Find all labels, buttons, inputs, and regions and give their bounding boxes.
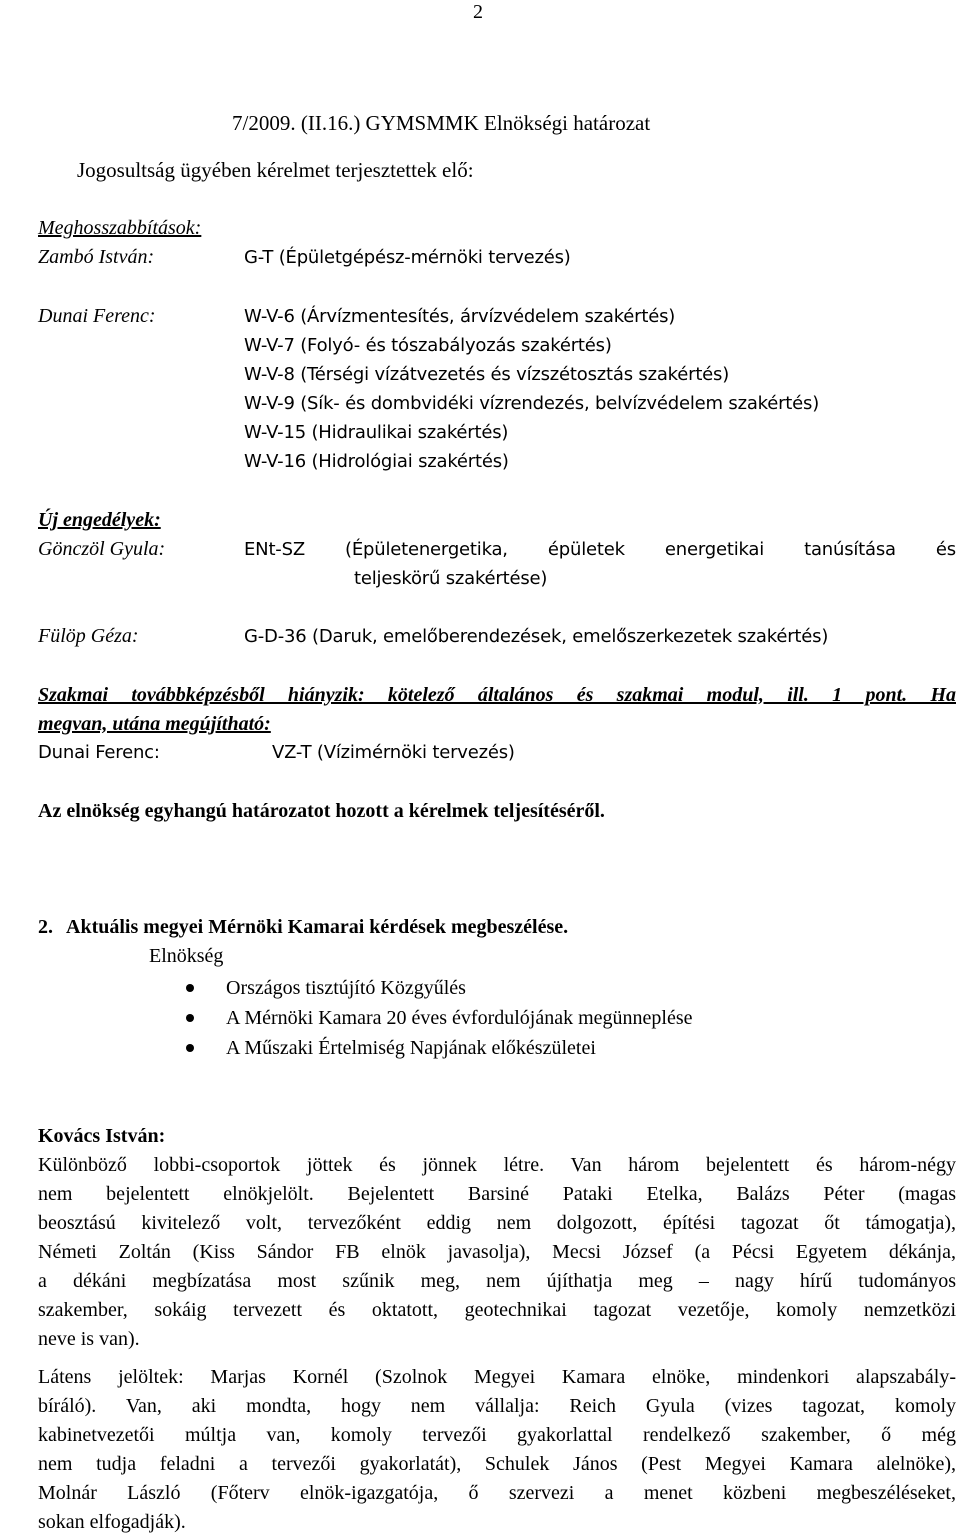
bullet-item: A Műszaki Értelmiség Napjának előkészületei [226, 1037, 596, 1059]
page-number: 2 [473, 1, 483, 23]
permit-item: G-T (Épületgépész-mérnöki tervezés) [244, 247, 571, 268]
applicant-name: Fülöp Géza: [38, 625, 139, 647]
extensions-title: Meghosszabbítások: [38, 217, 202, 239]
paragraph-line: a dékáni megbízatása most szűnik meg, nem újíthatja meg – nagy hírű tudományos [38, 1270, 956, 1292]
paragraph-latent-candidates [38, 1363, 956, 1537]
section-subtitle: Elnökség [149, 945, 224, 967]
new-permits-title: Új engedélyek: [38, 509, 161, 531]
permit-item: G-D-36 (Daruk, emelőberendezések, emelőszerkezetek szakértés) [244, 626, 829, 647]
paragraph-line: nem bejelentett elnökjelölt. Bejelentett Barsiné Pataki Etelka, Balázs Péter (magas [38, 1183, 956, 1205]
applicant-name: Dunai Ferenc: [38, 742, 160, 763]
paragraph-line: Molnár László (Főterv elnök-igazgatója, ő szervezi a menet közbeni megbeszéléseket, [38, 1482, 956, 1504]
permit-item: W-V-6 (Árvízmentesítés, árvízvédelem szakértés) [244, 306, 676, 327]
section-number: 2. [38, 916, 53, 938]
speaker-name: Kovács István: [38, 1125, 166, 1147]
bullet-item: Országos tisztújító Közgyűlés [226, 977, 466, 999]
permit-item: W-V-8 (Térségi vízátvezetés és vízszétosztás szakértés) [244, 364, 730, 385]
bullet-icon [186, 984, 194, 992]
permit-item: VZ-T (Vízimérnöki tervezés) [272, 742, 515, 763]
missing-training-note-continued: megvan, utána megújítható: [38, 713, 271, 735]
bullet-icon [186, 1044, 194, 1052]
applicant-name: Zambó István: [38, 246, 155, 268]
permit-item: W-V-9 (Sík- és dombvidéki vízrendezés, belvízvédelem szakértés) [244, 393, 820, 414]
applicant-name: Dunai Ferenc: [38, 305, 156, 327]
paragraph-line: neve is van). [38, 1328, 140, 1350]
paragraph-line: szakember, sokáig tervezett és oktatott, geotechnikai tagozat vezetője, komoly nemzetközi [38, 1299, 956, 1321]
paragraph-line: Különböző lobbi-csoportok jöttek és jönnek létre. Van három bejelentett és három-négy [38, 1154, 956, 1176]
paragraph-line: bíráló). Van, aki mondta, hogy nem vállalja: Reich Gyula (vizes tagozat, komoly [38, 1395, 956, 1417]
permit-item: W-V-15 (Hidraulikai szakértés) [244, 422, 509, 443]
applicant-name: Gönczöl Gyula: [38, 538, 166, 560]
intro-text: Jogosultság ügyében kérelmet terjesztettek elő: [77, 158, 474, 182]
paragraph-candidates [38, 1151, 956, 1354]
paragraph-line: beosztású kivitelező volt, tervezőként eddig nem dolgozott, építési tagozat őt támogatja), [38, 1212, 956, 1234]
paragraph-line: Németi Zoltán (Kiss Sándor FB elnök javasolja), Mecsi József (a Pécsi Egyetem dékánja, [38, 1241, 956, 1263]
decision-text: Az elnökség egyhangú határozatot hozott a kérelmek teljesítéséről. [38, 800, 605, 822]
permit-item: W-V-7 (Folyó- és tószabályozás szakértés) [244, 335, 612, 356]
permit-item: ENt-SZ (Épületenergetika, épületek energetikai tanúsítása és [244, 539, 956, 560]
permit-item: W-V-16 (Hidrológiai szakértés) [244, 451, 509, 472]
section-title: Aktuális megyei Mérnöki Kamarai kérdések megbeszélése. [66, 916, 569, 938]
missing-training-note: Szakmai továbbképzésből hiányzik: kötelező általános és szakmai modul, ill. 1 pont. Ha [38, 684, 956, 706]
paragraph-line: Látens jelöltek: Marjas Kornél (Szolnok Megyei Kamara elnöke, mindenkori alapszabály- [38, 1366, 956, 1388]
paragraph-line: nem tudja feladni a tervezői gyakorlatát), Schulek János (Pest Megyei Kamara alelnöke), [38, 1453, 956, 1475]
permit-item-continued: teljeskörű szakértése) [354, 568, 548, 589]
bullet-item: A Mérnöki Kamara 20 éves évfordulójának megünneplése [226, 1007, 693, 1029]
bullet-icon [186, 1014, 194, 1022]
paragraph-line: sokan elfogadják). [38, 1511, 186, 1533]
paragraph-line: kabinetvezetői múltja van, komoly tervezői gyakorlattal rendelkező szakember, ő még [38, 1424, 956, 1446]
page-title: 7/2009. (II.16.) GYMSMMK Elnökségi határozat [232, 111, 651, 135]
